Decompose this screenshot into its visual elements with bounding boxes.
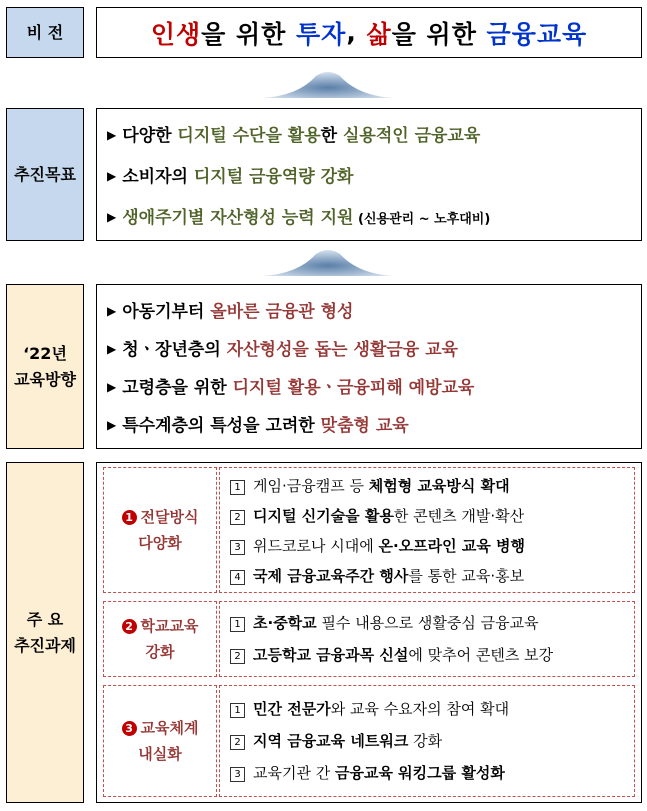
vision-part: 을 위한 [201,19,297,49]
square-number-icon: 2 [230,735,245,750]
vision-part: 을 위한 [391,19,487,49]
bullet-triangle-icon: ▶ [107,342,117,356]
goal-item [107,162,633,187]
direction-item [107,297,633,322]
direction-item [107,373,633,398]
task-item: 1 민간 전문가와 교육 수요자의 참여 확대 [230,698,630,719]
direction-highlight: 디지털 활용ㆍ금융피해 예방교육 [232,378,475,398]
direction-text: 특수계층의 특성을 고려한 [122,416,321,436]
direction-text: 청ㆍ장년층의 [122,340,227,360]
square-number-icon: 1 [230,480,245,495]
bullet-triangle-icon: ▶ [107,169,117,183]
goal-highlight: 생애주기별 자산형성 능력 지원 [122,208,354,228]
task-item: 2 디지털 신기술을 활용한 콘텐츠 개발·확산 [230,505,630,526]
task-item: 4 국제 금융교육주간 행사를 통한 교육·홍보 [230,565,630,586]
direction-label: ‘22년 교육방향 [6,284,84,449]
square-number-icon: 1 [230,703,245,718]
direction-item [107,335,633,360]
goal-text: 다양한 [122,126,178,146]
goals-label: 추진목표 [6,108,84,241]
direction-highlight: 맞춤형 교육 [320,416,409,436]
task-group-items [219,685,635,797]
square-number-icon: 4 [230,570,245,585]
bullet-triangle-icon: ▶ [107,128,117,142]
bullet-triangle-icon: ▶ [107,210,117,224]
vision-statement [96,7,642,58]
number-circle-icon: 1 [122,510,137,525]
bullet-triangle-icon: ▶ [107,380,117,394]
goal-highlight: 실용적인 금융교육 [342,126,481,146]
goal-note: (신용관리 ~ 노후대비) [353,212,491,227]
direction-highlight: 자산형성을 돕는 생활금융 교육 [226,340,458,360]
goal-text: 소비자의 [122,167,194,187]
up-arrow-icon [258,246,398,280]
square-number-icon: 1 [230,617,245,632]
vision-part: , [346,18,367,47]
task-group-title: 2 학교교육 강화 [103,601,217,677]
tasks-box [96,462,642,803]
number-circle-icon: 2 [122,619,137,634]
direction-box [96,284,642,449]
vision-part-invest: 투자 [296,19,347,49]
goal-text: 한 [320,126,343,146]
vision-part-education: 금융교육 [486,19,588,49]
goal-item [107,203,633,228]
task-item: 2 지역 금융교육 네트워크 강화 [230,730,630,751]
task-group-items [219,467,635,593]
vision-part-living: 삶 [366,19,392,49]
task-group-title: 1 전달방식 다양화 [103,467,217,593]
square-number-icon: 3 [230,540,245,555]
up-arrow-icon [258,68,398,102]
number-circle-icon: 3 [122,721,137,736]
task-item: 3 교육기관 간 금융교육 워킹그룹 활성화 [230,762,630,783]
square-number-icon: 2 [230,510,245,525]
task-item: 1 게임·금융캠프 등 체험형 교육방식 확대 [230,475,630,496]
vision-part-life: 인생 [150,19,202,49]
square-number-icon: 2 [230,649,245,664]
goals-box [96,108,642,241]
task-group-title: 3 교육체계 내실화 [103,685,217,797]
direction-highlight: 올바른 금융관 형성 [210,302,354,322]
direction-text: 아동기부터 [122,302,211,322]
task-item: 3 위드코로나 시대에 온·오프라인 교육 병행 [230,535,630,556]
goal-highlight: 디지털 금융역량 강화 [193,167,354,187]
bullet-triangle-icon: ▶ [107,418,117,432]
direction-item [107,411,633,436]
task-group-items [219,601,635,677]
goal-highlight: 디지털 수단을 활용 [177,126,321,146]
goal-item [107,121,633,146]
bullet-triangle-icon: ▶ [107,304,117,318]
task-item: 1 초·중학교 필수 내용으로 생활중심 금융교육 [230,612,630,633]
direction-text: 고령층을 위한 [122,378,233,398]
square-number-icon: 3 [230,767,245,782]
task-item: 2 고등학교 금융과목 신설에 맞추어 콘텐츠 보강 [230,644,630,665]
tasks-label: 주 요 추진과제 [6,462,84,803]
vision-label: 비 전 [6,7,84,58]
